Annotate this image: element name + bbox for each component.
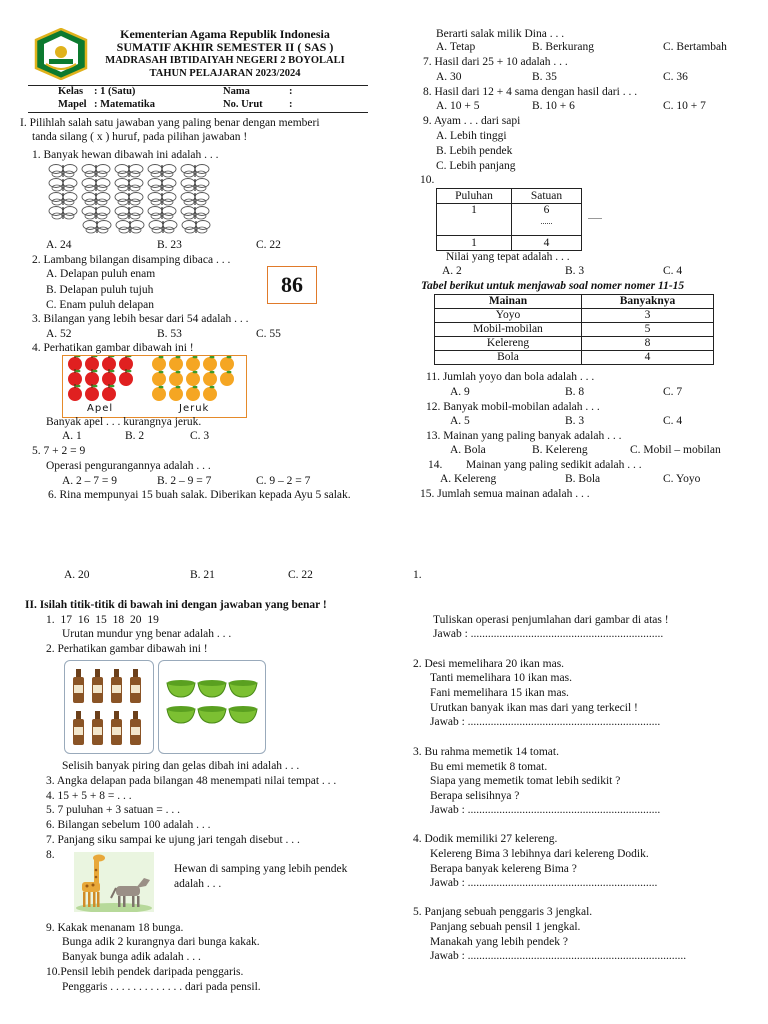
q15-option-c: C. 22 [288, 569, 313, 581]
bottles-panel [64, 660, 154, 754]
s2-q8: 8. [46, 849, 55, 861]
butterfly-icon [115, 165, 143, 178]
q7-text: 7. Hasil dari 25 + 10 adalah . . . [423, 56, 568, 68]
q14-number: 14. [428, 459, 443, 471]
toy-name: Kelereng [435, 337, 582, 351]
s2-q2-text: Selisih banyak piring dan gelas dibah ini adalah . . . [62, 760, 300, 772]
q6-text: 6. Rina mempunyai 15 buah salak. Diberikan kepada Ayu 5 salak. [48, 489, 351, 501]
apple-icon [68, 369, 82, 386]
bottle-icon [73, 669, 84, 703]
essay1-number: 1. [413, 569, 422, 581]
q1-text: 1. Banyak hewan dibawah ini adalah . . . [32, 149, 219, 161]
orange-icon [220, 371, 234, 386]
toy-name: Bola [435, 351, 582, 365]
q14-option-c: C. Yoyo [663, 473, 701, 485]
bowls-panel [158, 660, 266, 754]
butterfly-icon [148, 193, 176, 206]
giraffe-horse-image [74, 852, 154, 912]
orange-icon [186, 371, 200, 386]
q2-option-b: B. Delapan puluh tujuh [46, 284, 154, 296]
q3-option-c: C. 55 [256, 328, 281, 340]
essay5-line3: Manakah yang lebih pendek ? [430, 936, 568, 948]
essay3-answer[interactable]: Jawab : ................................................................... [430, 804, 661, 816]
toys-table-row [435, 309, 714, 323]
s2-q1: 1. 17 16 15 18 20 19 [46, 614, 159, 626]
q11-option-a: A. 9 [450, 386, 470, 398]
bowl-icon [229, 706, 257, 723]
essay3-line4: Berapa selisihnya ? [430, 790, 520, 802]
apple-icon [102, 356, 116, 371]
toys-head-banyaknya: Banyaknya [582, 295, 714, 309]
number-86-box: 86 [267, 266, 317, 304]
apple-icon [119, 356, 133, 371]
butterfly-icon [82, 193, 110, 206]
orange-icon [186, 356, 200, 371]
toys-table-row [435, 337, 714, 351]
orange-icon [152, 386, 166, 401]
q5-statement: Operasi pengurangannya adalah . . . [46, 460, 211, 472]
q8-option-a: A. 10 + 5 [436, 100, 480, 112]
q2-option-c: C. Enam puluh delapan [46, 299, 154, 311]
toys-table [434, 294, 714, 365]
q13-option-c: C. Mobil – mobilan [630, 444, 721, 456]
essay3-line3: Siapa yang memetik tomat lebih sedikit ? [430, 775, 621, 787]
bottle-icon [73, 711, 84, 745]
q12-text: 12. Banyak mobil-mobilan adalah . . . [426, 401, 600, 413]
essay2-line4: Urutkan banyak ikan mas dari yang terkecil ! [430, 702, 638, 714]
toys-head-mainan: Mainan [435, 295, 582, 309]
essay5-line2: Panjang sebuah pensil 1 jengkal. [430, 921, 581, 933]
butterfly-icon [82, 179, 110, 192]
q8-option-c: C. 10 + 7 [663, 100, 706, 112]
bowl-icon [198, 680, 226, 697]
essay4-line2: Kelereng Bima 3 lebihnya dari kelereng Dodik. [430, 848, 649, 860]
apple-icon [119, 369, 133, 386]
q8-option-b: B. 10 + 6 [532, 100, 575, 112]
orange-icon [203, 371, 217, 386]
orange-icon [186, 386, 200, 401]
q2-option-a: A. Delapan puluh enam [46, 268, 156, 280]
toys-table-caption: Tabel berikut untuk menjawab soal nomer nomer 11-15 [421, 280, 685, 292]
s2-q2: 2. Perhatikan gambar dibawah ini ! [46, 643, 208, 655]
q10-statement: Nilai yang tepat adalah . . . [446, 251, 570, 263]
q14-option-b: B. Bola [565, 473, 601, 485]
q11-option-c: C. 7 [663, 386, 683, 398]
q9-text: 9. Ayam . . . dari sapi [423, 115, 521, 127]
apples-oranges-image [62, 355, 247, 418]
apple-icon [102, 384, 116, 401]
q6-continuation: Berarti salak milik Dina . . . [436, 28, 565, 40]
q13-text: 13. Mainan yang paling banyak adalah . . . [426, 430, 622, 442]
butterfly-icon [148, 179, 176, 192]
essay4-answer[interactable]: Jawab : .................................................................. [430, 877, 658, 889]
pv-r2c2: 4 [512, 236, 582, 251]
butterfly-icon [82, 207, 110, 220]
s2-q9-line2: Bunga adik 2 kurangnya dari bunga kakak. [62, 936, 260, 948]
butterfly-icon [49, 193, 77, 206]
q11-text: 11. Jumlah yoyo dan bola adalah . . . [426, 371, 595, 383]
q2-text: 2. Lambang bilangan disamping dibaca . . . [32, 254, 231, 266]
q12-option-b: B. 3 [565, 415, 585, 427]
label-kelas: Kelas [58, 86, 84, 97]
q6-option-c: C. Bertambah [663, 41, 727, 53]
header-ministry: Kementerian Agama Republik Indonesia [120, 27, 330, 41]
place-value-table [436, 188, 582, 251]
orange-icon [152, 356, 166, 371]
orange-icon [152, 371, 166, 386]
q11-option-b: B. 8 [565, 386, 585, 398]
essay1-answer[interactable]: Jawab : ................................................................... [433, 628, 664, 640]
q10-number: 10. [420, 174, 435, 186]
toy-name: Yoyo [435, 309, 582, 323]
s2-q3: 3. Angka delapan pada bilangan 48 menempati nilai tempat . . . [46, 775, 337, 787]
s2-q1-text: Urutan mundur yng benar adalah . . . [62, 628, 232, 640]
butterfly-icon [148, 207, 176, 220]
q12-option-c: C. 4 [663, 415, 683, 427]
bowl-icon [167, 680, 195, 697]
q3-option-b: B. 53 [157, 328, 182, 340]
pv-faint-mark [588, 218, 602, 219]
apple-icon [85, 369, 99, 386]
value-kelas: : 1 (Satu) [94, 86, 136, 97]
bowl-icon [167, 706, 195, 723]
apple-icon [102, 369, 116, 386]
label-mapel: Mapel [58, 99, 87, 110]
toy-count: 8 [582, 337, 714, 351]
orange-icon [203, 386, 217, 401]
bowl-icon [198, 706, 226, 723]
bottle-icon [130, 711, 141, 745]
s2-q10-line2: Penggaris . . . . . . . . . . . . . dari pada pensil. [62, 981, 261, 993]
toy-name: Mobil-mobilan [435, 323, 582, 337]
header-exam-title: SUMATIF AKHIR SEMESTER II ( SAS ) [116, 40, 334, 54]
q9-option-c: C. Lebih panjang [436, 160, 516, 172]
butterfly-icon [148, 165, 176, 178]
butterfly-icon [182, 221, 210, 234]
s2-q5: 5. 7 puluhan + 3 satuan = . . . [46, 804, 181, 816]
q8-text: 8. Hasil dari 12 + 4 sama dengan hasil dari . . . [423, 86, 638, 98]
orange-icon [169, 371, 183, 386]
apel-label: Apel [87, 403, 114, 414]
value-mapel: : Matematika [94, 99, 155, 110]
q12-option-a: A. 5 [450, 415, 470, 427]
q9-option-a: A. Lebih tinggi [436, 130, 507, 142]
essay2-line3: Fani memelihara 15 ikan mas. [430, 687, 569, 699]
colon-nama: : [289, 86, 293, 97]
jeruk-label: Jeruk [179, 403, 210, 414]
header-rule-bottom [28, 112, 368, 113]
s2-q8-text-1: Hewan di samping yang lebih pendek [174, 863, 348, 875]
orange-icon [169, 386, 183, 401]
essay2-line2: Tanti memelihara 10 ikan mas. [430, 672, 572, 684]
s2-q10: 10.Pensil lebih pendek daripada penggaris. [46, 966, 244, 978]
q7-option-c: C. 36 [663, 71, 688, 83]
q1-option-c: C. 22 [256, 239, 281, 251]
label-nama: Nama [223, 86, 250, 97]
apple-icon [68, 356, 82, 371]
q5-option-a: A. 2 – 7 = 9 [62, 475, 118, 487]
q5-option-b: B. 2 – 9 = 7 [157, 475, 212, 487]
bowl-icon [229, 680, 257, 697]
butterfly-icon [116, 221, 144, 234]
pv-head-puluhan: Puluhan [437, 189, 512, 204]
butterfly-icon [115, 179, 143, 192]
s2-q9: 9. Kakak menanam 18 bunga. [46, 922, 184, 934]
orange-icon [203, 356, 217, 371]
essay5-answer[interactable]: Jawab : ............................................................................ [430, 950, 687, 962]
orange-icon [220, 356, 234, 371]
butterfly-icon [181, 207, 209, 220]
q15-text: 15. Jumlah semua mainan adalah . . . [420, 488, 590, 500]
bottle-icon [130, 669, 141, 703]
essay3-line2: Bu emi memetik 8 tomat. [430, 761, 548, 773]
q14-option-a: A. Kelereng [440, 473, 497, 485]
toys-table-row [435, 351, 714, 365]
essay3-line1: 3. Bu rahma memetik 14 tomat. [413, 746, 559, 758]
section1-instruction-2: tanda silang ( x ) huruf, pada pilihan jawaban ! [32, 131, 248, 143]
q10-option-c: C. 4 [663, 265, 683, 277]
pv-head-satuan: Satuan [512, 189, 582, 204]
q15-option-a: A. 20 [64, 569, 90, 581]
bottle-icon [92, 669, 103, 703]
butterfly-icon [82, 165, 110, 178]
q4-option-b: B. 2 [125, 430, 145, 442]
colon-no-urut: : [289, 99, 293, 110]
butterfly-icon [181, 179, 209, 192]
essay2-answer[interactable]: Jawab : ................................................................... [430, 716, 661, 728]
q15-option-b: B. 21 [190, 569, 215, 581]
q5-text: 5. 7 + 2 = 9 [32, 445, 86, 457]
essay5-line1: 5. Panjang sebuah penggaris 3 jengkal. [413, 906, 593, 918]
apple-icon [85, 356, 99, 371]
q5-option-c: C. 9 – 2 = 7 [256, 475, 311, 487]
s2-q4: 4. 15 + 5 + 8 = . . . [46, 790, 132, 802]
butterfly-icon [181, 165, 209, 178]
orange-icon [169, 356, 183, 371]
toys-table-row [435, 323, 714, 337]
butterfly-icon [49, 179, 77, 192]
q1-option-a: A. 24 [46, 239, 72, 251]
q13-option-b: B. Kelereng [532, 444, 588, 456]
butterflies-image [46, 162, 214, 234]
s2-q9-line3: Banyak bunga adik adalah . . . [62, 951, 201, 963]
butterfly-icon [49, 207, 77, 220]
q13-option-a: A. Bola [450, 444, 486, 456]
butterfly-icon [149, 221, 177, 234]
section1-instruction-1: I. Pilihlah salah satu jawaban yang paling benar dengan memberi [20, 117, 320, 129]
essay2-line1: 2. Desi memelihara 20 ikan mas. [413, 658, 565, 670]
bottle-icon [111, 711, 122, 745]
pv-r1c1: 1 [437, 204, 512, 236]
s2-q8-text-2: adalah . . . [174, 878, 222, 890]
pv-dots: ...... [540, 217, 553, 226]
q7-option-b: B. 35 [532, 71, 557, 83]
toy-count: 5 [582, 323, 714, 337]
kemenag-logo [34, 28, 88, 80]
q3-option-a: A. 52 [46, 328, 72, 340]
s2-q7: 7. Panjang siku sampai ke ujung jari tengah disebut . . . [46, 834, 300, 846]
q14-text: Mainan yang paling sedikit adalah . . . [466, 459, 642, 471]
pv-r1c2: 6 [543, 204, 550, 216]
q4-text: 4. Perhatikan gambar dibawah ini ! [32, 342, 194, 354]
toy-count: 3 [582, 309, 714, 323]
butterfly-icon [181, 193, 209, 206]
butterfly-icon [49, 165, 77, 178]
q10-option-b: B. 3 [565, 265, 585, 277]
pv-r2c1: 1 [437, 236, 512, 251]
label-no-urut: No. Urut [223, 99, 263, 110]
q4-option-c: C. 3 [190, 430, 210, 442]
q4-option-a: A. 1 [62, 430, 82, 442]
essay1-text: Tuliskan operasi penjumlahan dari gambar di atas ! [433, 614, 669, 626]
essay4-line1: 4. Dodik memiliki 27 kelereng. [413, 833, 558, 845]
q7-option-a: A. 30 [436, 71, 462, 83]
header-school: MADRASAH IBTIDAIYAH NEGERI 2 BOYOLALI [105, 55, 345, 66]
s2-q6: 6. Bilangan sebelum 100 adalah . . . [46, 819, 211, 831]
q3-text: 3. Bilangan yang lebih besar dari 54 adalah . . . [32, 313, 249, 325]
q1-option-b: B. 23 [157, 239, 182, 251]
toy-count: 4 [582, 351, 714, 365]
q9-option-b: B. Lebih pendek [436, 145, 513, 157]
apple-icon [85, 384, 99, 401]
butterfly-icon [115, 193, 143, 206]
essay4-line3: Berapa banyak kelereng Bima ? [430, 863, 577, 875]
butterfly-icon [83, 221, 111, 234]
q6-option-b: B. Berkurang [532, 41, 594, 53]
q6-option-a: A. Tetap [436, 41, 476, 53]
butterfly-icon [115, 207, 143, 220]
bottle-icon [111, 669, 122, 703]
bottle-icon [92, 711, 103, 745]
q10-option-a: A. 2 [442, 265, 462, 277]
apple-icon [68, 384, 82, 401]
header-school-year: TAHUN PELAJARAN 2023/2024 [149, 68, 301, 79]
section2-title: II. Isilah titik-titik di bawah ini dengan jawaban yang benar ! [25, 599, 327, 611]
q4-statement: Banyak apel . . . kurangnya jeruk. [46, 416, 202, 428]
